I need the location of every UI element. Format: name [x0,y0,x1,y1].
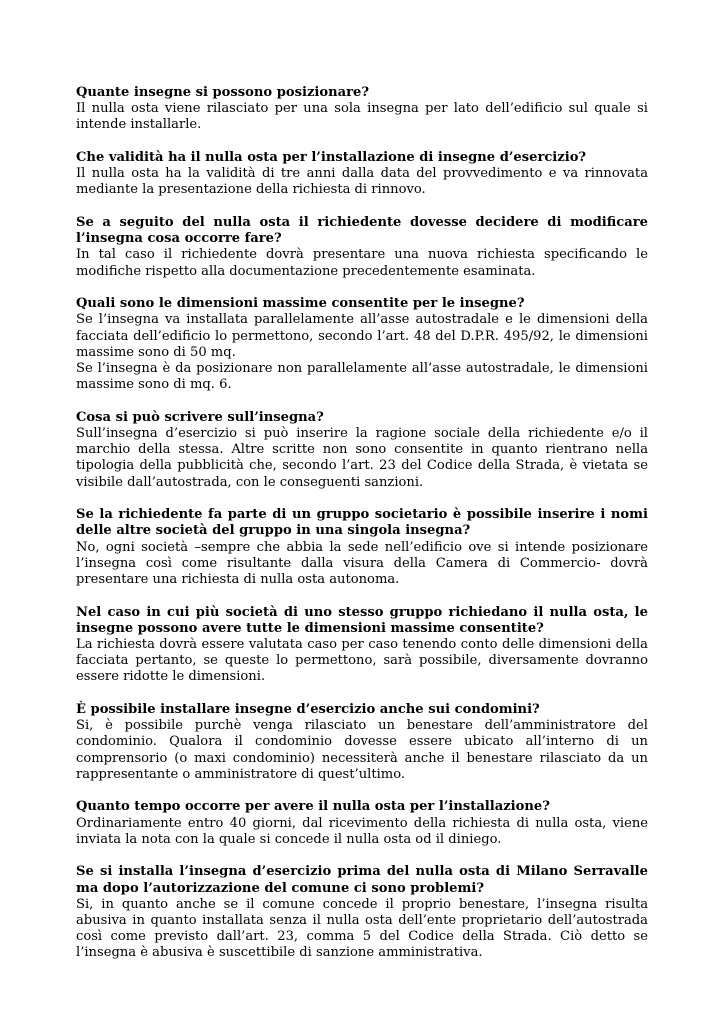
faq-item [76,215,648,280]
faq-question: Quanto tempo occorre per avere il nulla osta per l’installazione? [76,799,550,815]
faq-item [76,410,648,491]
faq-question: Se si installa l’insegna d’esercizio prima del nulla osta di Milano Serravalle ma dopo l’autorizzazione del comune ci sono problemi? [76,864,648,896]
faq-answer: Il nulla osta ha la validità di tre anni dalla data del provvedimento e va rinnovata mediante la presentazione della richiesta di rinnovo. [76,166,648,198]
faq-item [76,150,648,199]
faq-question: Nel caso in cui più società di uno stesso gruppo richiedano il nulla osta, le insegne possono avere tutte le dimensioni massime consentite? [76,604,648,636]
faq-item [76,864,648,961]
faq-item [76,799,648,848]
faq-question: Quante insegne si possono posizionare? [76,85,369,100]
faq-answer: Si, è possibile purchè venga rilasciato un benestare dell’amministratore del condominio. Qualora il condominio dovesse essere ubicato all’interno di un comprensorio (o maxi condominio) necessiterà anche il benestare rilasciato da un rappresentante o amministratore di quest’ultimo. [76,718,648,782]
faq-item [76,507,648,588]
faq-answer: Se l’insegna va installata parallelamente all’asse autostradale e le dimensioni della facciata dell’edificio lo permettono, secondo l’art. 48 del D.P.R. 495/92, le dimensioni massime sono di 50 mq. [76,312,648,360]
faq-item [76,605,648,686]
faq-question: Quali sono le dimensioni massime consentite per le insegne? [76,296,525,312]
faq-question: Se la richiedente fa parte di un gruppo societario è possibile inserire i nomi delle altre società del gruppo in una singola insegna? [76,507,648,539]
faq-item [76,296,648,393]
faq-question: Che validità ha il nulla osta per l’installazione di insegne d’esercizio? [76,150,587,165]
faq-question: Cosa si può scrivere sull’insegna? [76,409,324,425]
faq-item [76,702,648,783]
faq-answer: Si, in quanto anche se il comune concede il proprio benestare, l’insegna risulta abusiva in quanto installata senza il nulla osta dell’ente proprietario dell’autostrada così come previsto dall’art. 23, comma 5 del Codice della Strada. Ciò detto se l’insegna è abusiva è suscettibile di sanzione amministrativa. [76,896,648,961]
faq-answer: Il nulla osta viene rilasciato per una sola insegna per lato dell’edificio sul quale si intende installarle. [76,101,648,133]
faq-question: Se a seguito del nulla osta il richiedente dovesse decidere di modificare l’insegna cosa occorre fare? [76,215,648,247]
faq-answer: No, ogni società –sempre che abbia la sede nell’edificio ove si intende posizionare l’insegna così come risultante dalla visura della Camera di Commercio- dovrà presentare una richiesta di nulla osta autonoma. [76,539,648,588]
faq-answer: Sull’insegna d’esercizio si può inserire la ragione sociale della richiedente e/o il marchio della stessa. Altre scritte non sono consentite in quanto rientrano nella tipologia della pubblicità che, secondo l’art. 23 del Codice della Strada, è vietata se visibile dall’autostrada, con le conseguenti sanzioni. [76,426,648,490]
faq-question: È possibile installare insegne d’esercizio anche sui condomini? [76,702,540,718]
faq-item [76,85,648,134]
faq-answer: Ordinariamente entro 40 giorni, dal ricevimento della richiesta di nulla osta, viene inviata la nota con la quale si concede il nulla osta od il diniego. [76,815,648,847]
faq-answer: Se l’insegna è da posizionare non parallelamente all’asse autostradale, le dimensioni massime sono di mq. 6. [76,361,648,393]
faq-answer: La richiesta dovrà essere valutata caso per caso tenendo conto delle dimensioni della facciata pertanto, se queste lo permettono, sarà possibile, diversamente dovranno essere ridotte le dimensioni. [76,637,648,685]
faq-answer: In tal caso il richiedente dovrà presentare una nuova richiesta specificando le modifiche rispetto alla documentazione precedentemente esaminata. [76,247,648,279]
